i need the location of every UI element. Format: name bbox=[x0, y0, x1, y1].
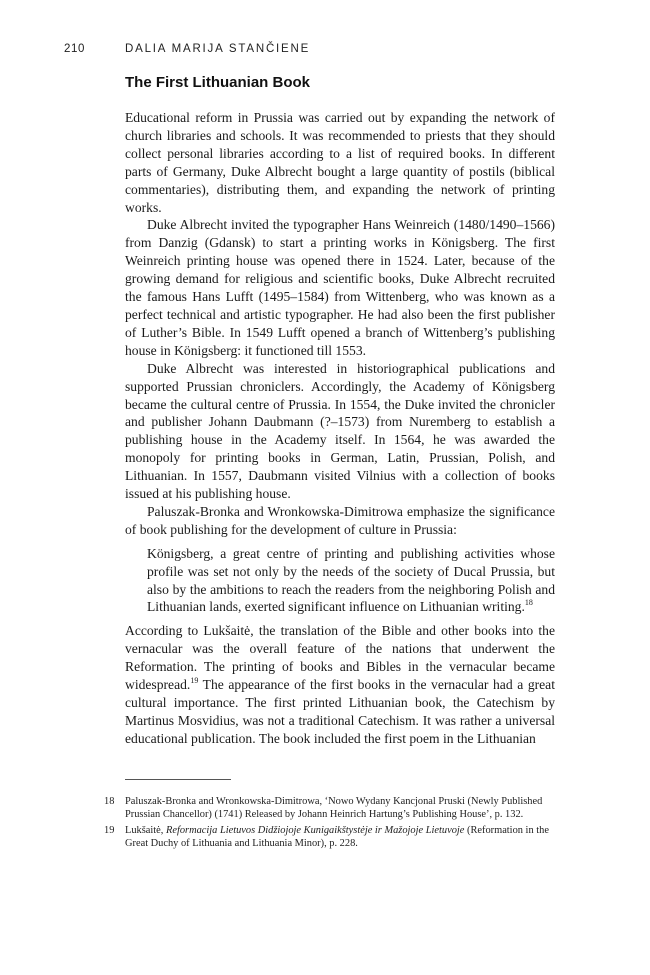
footnote-text: Paluszak-Bronka and Wronkowska-Dimitrowa, ‘Nowo Wydany Kancjonal Pruski (Newly Published Prussian Chancellor) (1741) Released by Johann Heinrich Hartung’s Publishing House’, p. 132. bbox=[125, 796, 543, 821]
section-title: The First Lithuanian Book bbox=[125, 74, 311, 91]
footnote-book-title: Reformacija Lietuvos Didžiojoje Kunigaikštystėje ir Mažojoje Lietuvoje bbox=[165, 824, 465, 836]
paragraph: Duke Albrecht was interested in historiographical publications and supported Prussian chroniclers. Accordingly, the Academy of Königsberg became the cultural centre of Prussia. In 1554, the Duke invited the chronicler and publisher Johann Daubmann (?–1573) from Nuremberg to establish a publishing house in the Academy itself. In 1564, he was awarded the monopoly for printing books in German, Latin, Prussian, Polish, and Lithuanian. In 1557, Daubmann visited Vilnius with a collection of books issued at his publishing house. bbox=[125, 360, 555, 502]
footnotes bbox=[104, 795, 555, 853]
paragraph: Paluszak-Bronka and Wronkowska-Dimitrowa emphasize the significance of book publishing for the development of culture in Prussia: bbox=[125, 503, 555, 537]
footnote-text-part: Lukšaitė, bbox=[125, 824, 166, 836]
paragraph: Educational reform in Prussia was carried out by expanding the network of church libraries and schools. It was recommended to priests that they should collect personal libraries according to a list of required books. In different parts of Germany, Duke Albrecht bought a large quantity of postils (biblical commentaries), distributing them, and expanding the network of printing works. bbox=[125, 110, 555, 215]
block-quote bbox=[147, 545, 555, 617]
footnote-divider bbox=[125, 779, 231, 780]
footnote-18 bbox=[104, 795, 555, 822]
footnote-19 bbox=[104, 824, 555, 851]
footnote-number: 19 bbox=[104, 824, 115, 836]
body-text bbox=[125, 109, 555, 748]
footnote-text bbox=[125, 824, 555, 851]
page-number: 210 bbox=[64, 43, 85, 55]
paragraph: Duke Albrecht invited the typographer Hans Weinreich (1480/1490–1566) from Danzig (Gdansk) to start a printing works in Königsberg. The first Weinreich printing house was opened there in 1524. Later, because of the growing demand for religious and scientific books, Duke Albrecht recruited the famous Hans Lufft (1495–1584) from Wittenberg, who was known as a perfect technical and artistic typographer. He had also been the first publisher of Luther’s Bible. In 1549 Lufft opened a branch of Wittenberg’s publishing house in Königsberg: it functioned till 1553. bbox=[125, 217, 555, 358]
block-quote-text: Königsberg, a great centre of printing and publishing activities whose profile was set not only by the needs of the society of Ducal Prussia, but also by the ambitions to reach the readers from the neighboring Polish and Lithuanian lands, exerted significant influence on Lithuanian writing. bbox=[147, 545, 555, 615]
paragraph-part: According to Lukšaitė, the translation of the Bible and other books into the vernacular was the overall feature of the nations that underwent the Reformation. The printing of books and Bibles in the vernacular became widespread. bbox=[125, 623, 555, 693]
paragraph bbox=[125, 622, 555, 747]
running-head bbox=[64, 43, 310, 55]
paragraph-part: The appearance of the first books in the vernacular had a great cultural importance. The first printed Lithuanian book, the Catechism by Martinus Mosvidius, was not a traditional Catechism. It was rather a universal educational publication. The book included the first poem in the Lithuanian bbox=[125, 677, 555, 746]
footnote-ref-18[interactable]: 18 bbox=[524, 597, 533, 607]
footnote-text-part: (Reformation in the Great Duchy of Lithuania and Lithuania Minor), p. 228. bbox=[125, 824, 549, 850]
footnote-ref-19[interactable]: 19 bbox=[190, 675, 199, 685]
running-head-author: DALIA MARIJA STANČIENE bbox=[125, 43, 311, 55]
footnote-number: 18 bbox=[104, 796, 115, 807]
